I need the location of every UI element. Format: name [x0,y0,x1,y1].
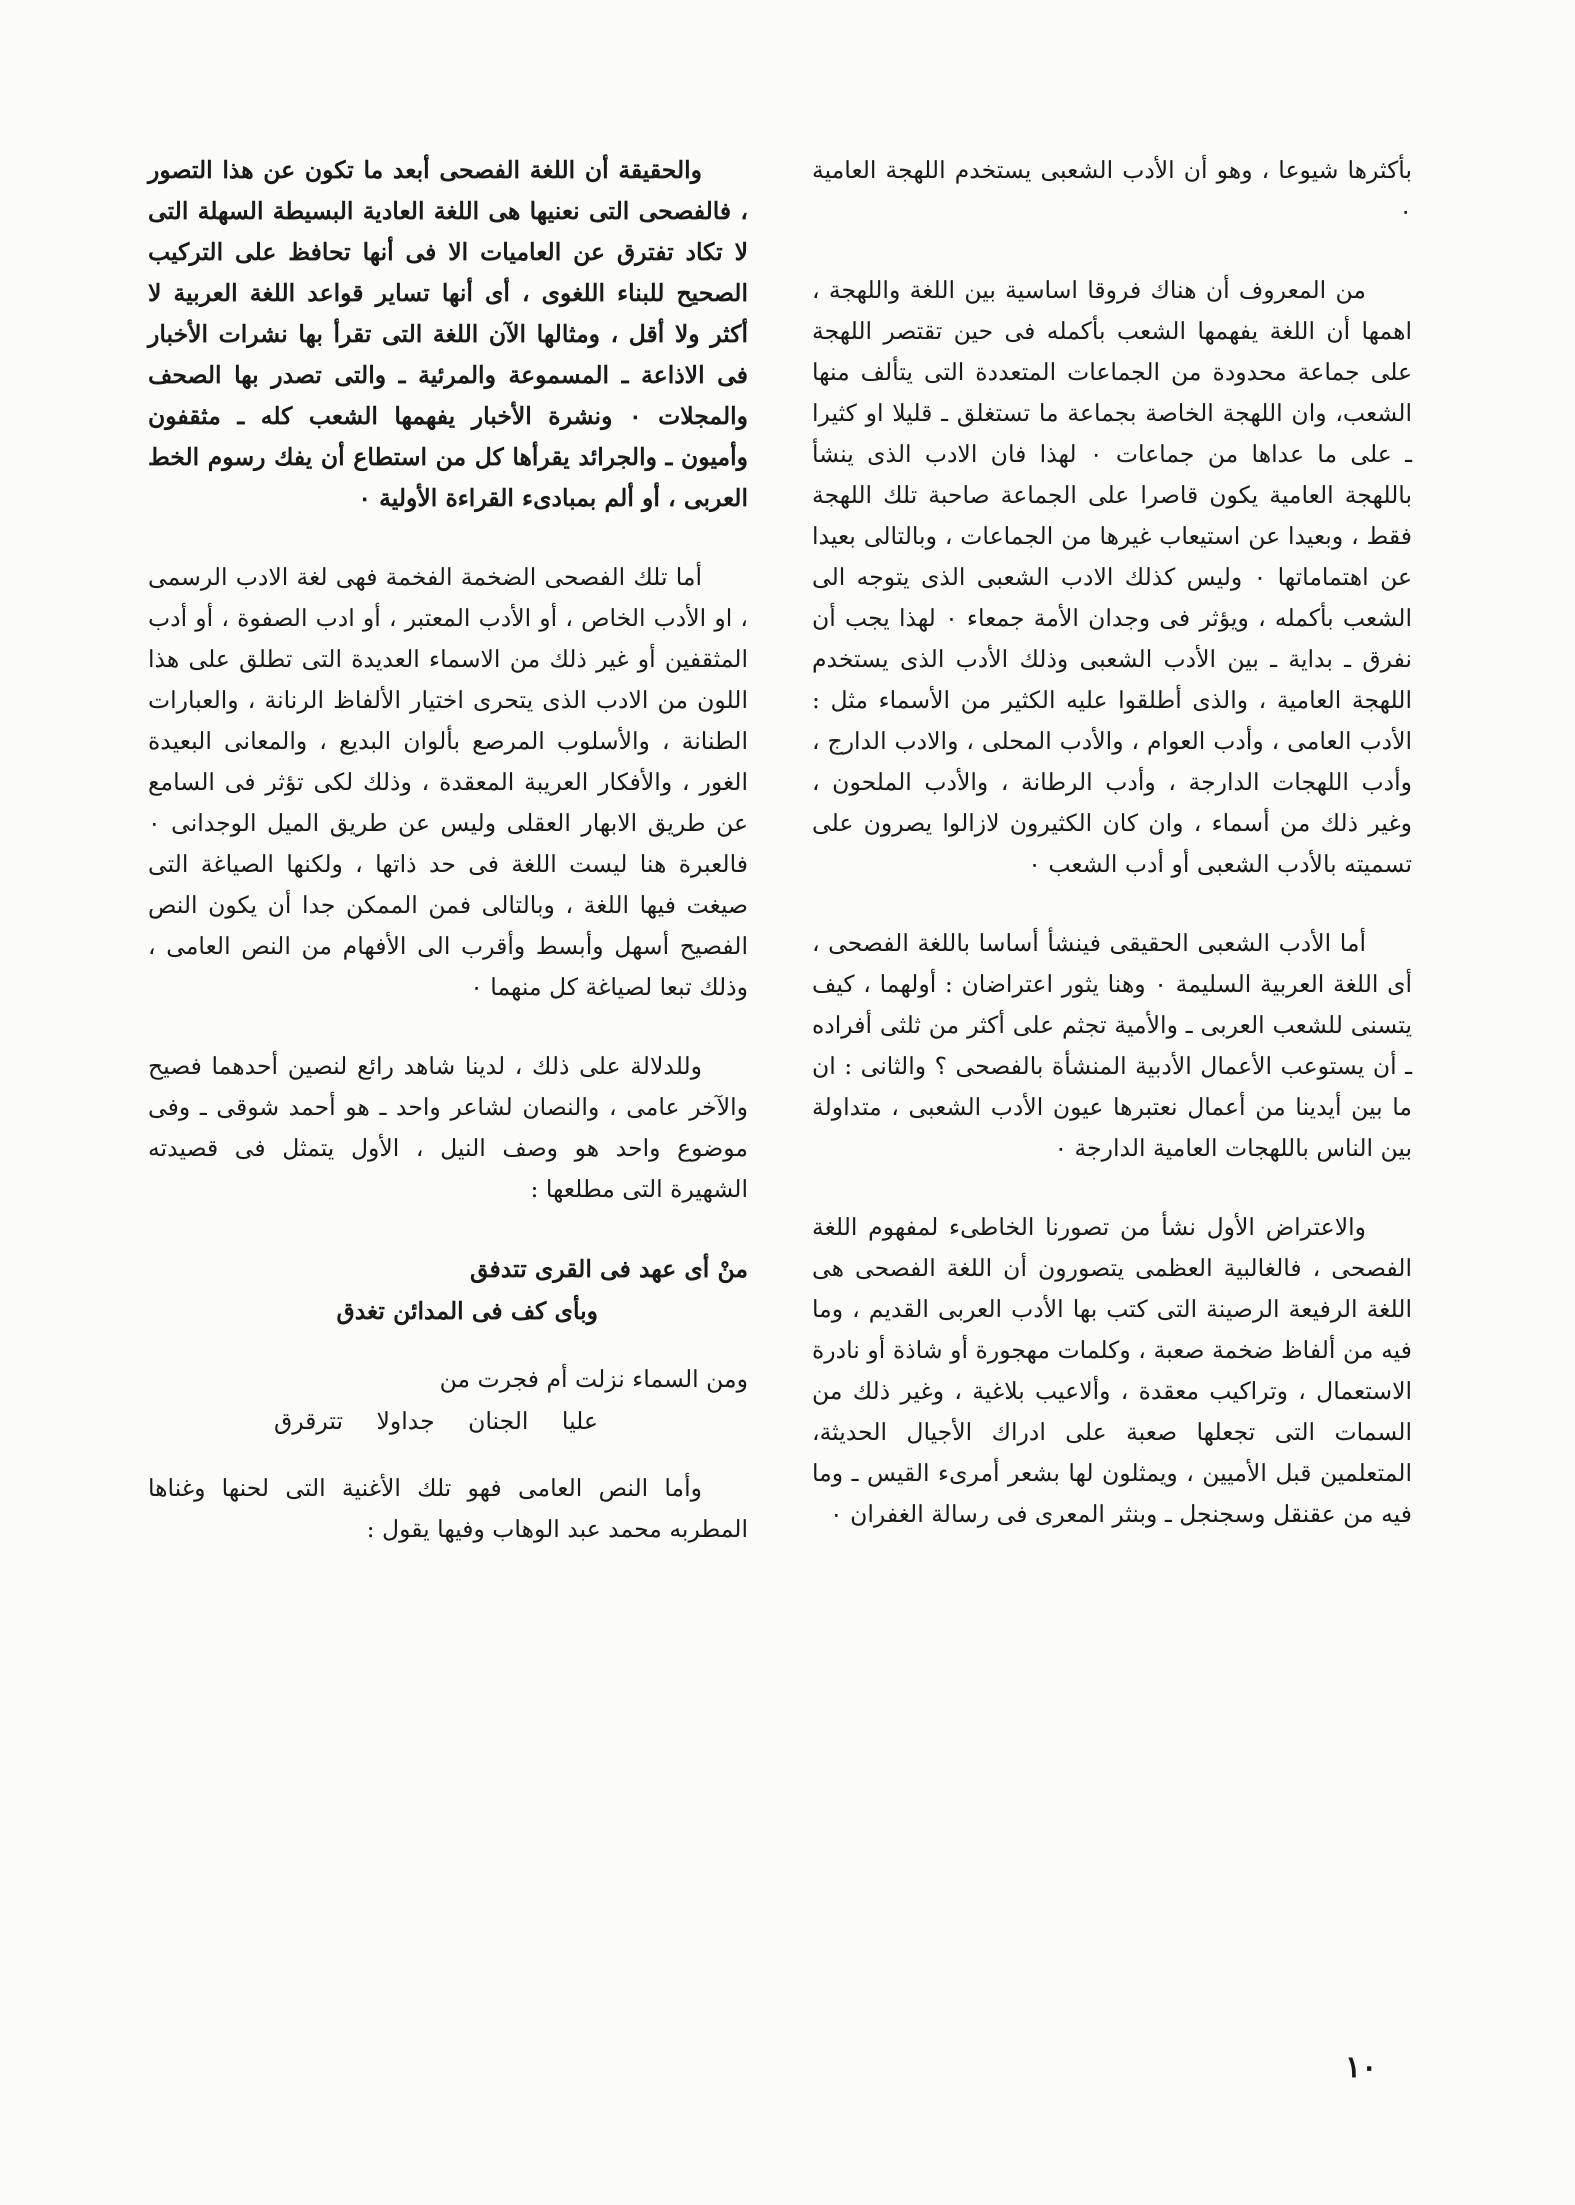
right-column [812,150,1412,1573]
paragraph: بأكثرها شيوعا ، وهو أن الأدب الشعبى يستخدم اللهجة العامية ٠ [812,156,1412,225]
paragraph: والحقيقة أن اللغة الفصحى أبعد ما تكون عن هذا التصور ، فالفصحى التى نعنيها هى اللغة العادية البسيطة السهلة التى لا تكاد تفترق عن العاميات الا فى أنها تحافظ على التركيب الصحيح للبناء اللغوى ، أى أنها تساير قواعد اللغة العربية لا أكثر ولا أقل ، ومثالها الآن اللغة التى تقرأ بها نشرات الأخبار فى الاذاعة ـ المسموعة والمرئية ـ والتى تصدر بها الصحف والمجلات ٠ ونشرة الأخبار يفهمها الشعب كله ـ مثقفون وأميون ـ والجرائد يقرأها كل من استطاع أن يفك رسوم الخط العربى ، أو ألم بمبادىء القراءة الأولية ٠ [148,156,749,512]
paragraph: والاعتراض الأول نشأ من تصورنا الخاطىء لمفهوم اللغة الفصحى ، فالغالبية العظمى يتصورون أن اللغة الفصحى هى اللغة الرفيعة الرصينة التى كتب بها الأدب العربى القديم ، وما فيه من ألفاظ ضخمة صعبة ، وكلمات مهجورة أو شاذة أو نادرة الاستعمال ، وتراكيب معقدة ، وألاعيب بلاغية ، وغير ذلك من السمات التى تجعلها صعبة على ادراك الأجيال الحديثة، المتعلمين قبل الأميين ، ويمثلون لها بشعر أمرىء القيس ـ وما فيه من عقنقل وسجنجل ـ وبنثر المعرى فى رسالة الغفران ٠ [812,1213,1412,1528]
paragraph: أما تلك الفصحى الضخمة الفخمة فهى لغة الادب الرسمى ، او الأدب الخاص ، أو الأدب المعتبر ، أو ادب الصفوة ، أو أدب المثقفين أو غير ذلك من الاسماء العديدة التى تطلق على هذا اللون من الادب الذى يتحرى اختيار الألفاظ الرنانة ، والعبارات الطنانة ، والأسلوب المرصع بألوان البديع ، والمعانى البعيدة الغور ، والأفكار العريبة المعقدة ، وذلك لكى تؤثر فى السامع عن طريق الابهار العقلى وليس عن طريق الميل الوجدانى ٠ فالعبرة هنا ليست اللغة فى حد ذاتها ، ولكنها الصياغة التى صيغت فيها اللغة ، وبالتالى فمن الممكن جدا أن يكون النص الفصيح أسهل وأبسط وأقرب الى الأفهام من النص العامى ، وذلك تبعا لصياغة كل منهما ٠ [148,563,748,1001]
paragraph: من المعروف أن هناك فروقا اساسية بين اللغة واللهجة ، اهمها أن اللغة يفهمها الشعب بأكمله فى حين تقتصر اللهجة على جماعة محدودة من الجماعات المتعددة التى يتألف منها الشعب، وان اللهجة الخاصة بجماعة ما تستغلق ـ قليلا او كثيرا ـ على ما عداها من جماعات ٠ لهذا فان الادب الذى ينشأ باللهجة العامية يكون قاصرا على الجماعة صاحبة تلك اللهجة فقط ، وبعيدا عن استيعاب غيرها من الجماعات ، وبالتالى بعيدا عن اهتماماتها ٠ وليس كذلك الادب الشعبى الذى يتوجه الى الشعب بأكمله ، ويؤثر فى وجدان الأمة جمعاء ٠ لهذا يجب أن نفرق ـ بداية ـ بين الأدب الشعبى وذلك الأدب الذى يستخدم اللهجة العامية ، والذى أطلقوا عليه الكثير من الأسماء مثل : الأدب العامى ، وأدب العوام ، والأدب المحلى ، والادب الدارج ، وأدب اللهجات الدارجة ، وأدب الرطانة ، والأدب الملحون ، وغير ذلك من أسماء ، وان كان الكثيرون لازالوا يصرون على تسميته بالأدب الشعبى أو أدب الشعب ٠ [812,276,1412,878]
verse-hemistich: وبأى كف فى المدائن تغدق [336,1297,598,1325]
left-column [148,150,748,1588]
paragraph: وأما النص العامى فهو تلك الأغنية التى لحنها وغناها المطربه محمد عبد الوهاب وفيها يقول : [148,1474,748,1543]
verse-hemistich: عليا الجنان جداولا تترقرق [273,1407,598,1435]
paragraph: أما الأدب الشعبى الحقيقى فينشأ أساسا باللغة الفصحى ، أى اللغة العربية السليمة ٠ وهنا يثور اعتراضان : أولهما ، كيف يتسنى للشعب العربى ـ والأمية تجثم على أكثر من ثلثى أفراده ـ أن يستوعب الأعمال الأدبية المنشأة بالفصحى ؟ والثانى : ان ما بين أيدينا من أعمال نعتبرها عيون الأدب الشعبى ، متداولة بين الناس باللهجات العامية الدارجة ٠ [812,929,1413,1162]
verse-hemistich: ومن السماء نزلت أم فجرت من [439,1365,748,1393]
page-number: ١٠ [1345,2050,1378,2085]
poem-verse [148,1248,748,1332]
paragraph: وللدلالة على ذلك ، لدينا شاهد رائع لنصين أحدهما فصيح والآخر عامى ، والنصان لشاعر واحد ـ هو أحمد شوقى ـ وفى موضوع واحد هو وصف النيل ، الأول يتمثل فى قصيدته الشهيرة التى مطلعها : [148,1052,748,1203]
verse-hemistich: منْ أى عهد فى القرى تتدفق [469,1255,748,1283]
poem-verse [148,1358,748,1442]
